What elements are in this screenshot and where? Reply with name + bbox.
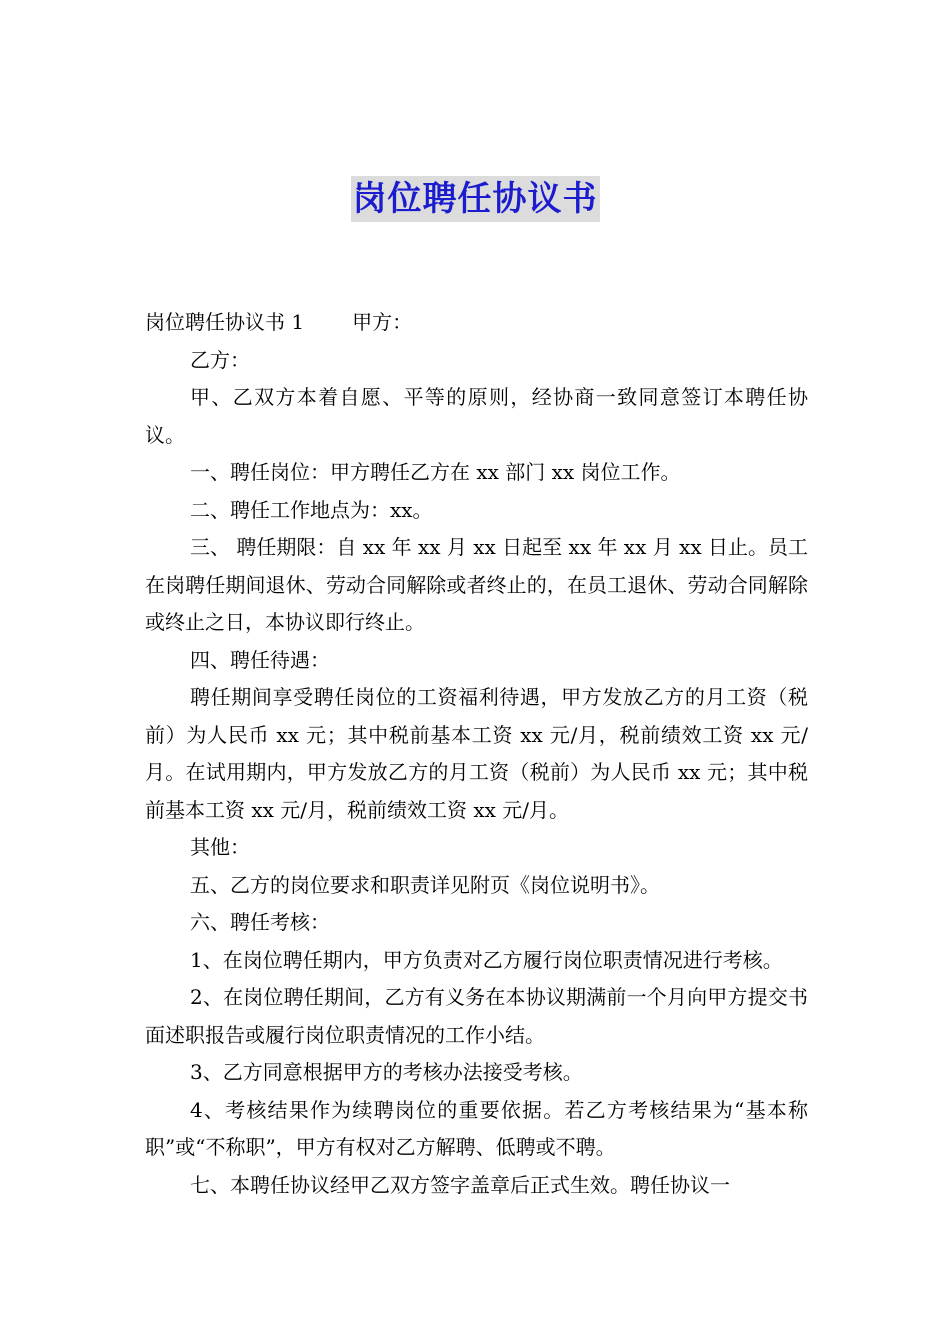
paragraph-other: 其他： [190,835,250,859]
paragraph-effective: 七、本聘任协议经甲乙双方签字盖章后正式生效。聘任协议一 [190,1172,730,1197]
paragraph-assessment-3: 3、乙方同意根据甲方的考核办法接受考核。 [190,1060,583,1084]
paragraph-party-b: 乙方： [190,347,250,372]
header-label: 岗位聘任协议书 1 [145,310,305,334]
title-container [0,176,950,222]
paragraph-benefits: 聘任期间享受聘任岗位的工资福利待遇，甲方发放乙方的月工资（税前）为人民币 xx 元；其中税前基本工资 xx 元/月，税前绩效工资 xx 元/月。在试用期内，甲方发放乙方的月工资（税前）为人民币 xx 元；其中税前基本工资 xx 元/月，税前绩效工资 xx 元/月。 [145,685,808,822]
paragraph-assessment-2: 2、在岗位聘任期间，乙方有义务在本协议期满前一个月向甲方提交书面述职报告或履行岗位职责情况的工作小结。 [145,985,808,1047]
paragraph-assessment-heading: 六、聘任考核： [190,910,330,934]
paragraph-assessment-1: 1、在岗位聘任期内，甲方负责对乙方履行岗位职责情况进行考核。 [190,947,783,972]
paragraph-intro: 甲、乙双方本着自愿、平等的原则，经协商一致同意签订本聘任协议。 [145,385,808,447]
paragraph-term: 三、 聘任期限：自 xx 年 xx 月 xx 日起至 xx 年 xx 月 xx 日止。员工在岗聘任期间退休、劳动合同解除或者终止的，在员工退休、劳动合同解除或终止之日，本协议即行终止。 [145,535,808,634]
party-a-label: 甲方： [352,310,413,334]
document-body [145,304,808,1204]
document-title: 岗位聘任协议书 [351,176,600,222]
paragraph-benefits-heading: 四、聘任待遇： [190,647,330,672]
paragraph-assessment-4: 4、考核结果作为续聘岗位的重要依据。若乙方考核结果为“基本称职”或“不称职”，甲方有权对乙方解聘、低聘或不聘。 [145,1097,808,1159]
paragraph-location: 二、聘任工作地点为：xx。 [190,497,433,522]
paragraph-duties: 五、乙方的岗位要求和职责详见附页《岗位说明书》。 [190,872,660,897]
header-line [145,304,808,342]
paragraph-position: 一、聘任岗位：甲方聘任乙方在 xx 部门 xx 岗位工作。 [190,460,681,484]
